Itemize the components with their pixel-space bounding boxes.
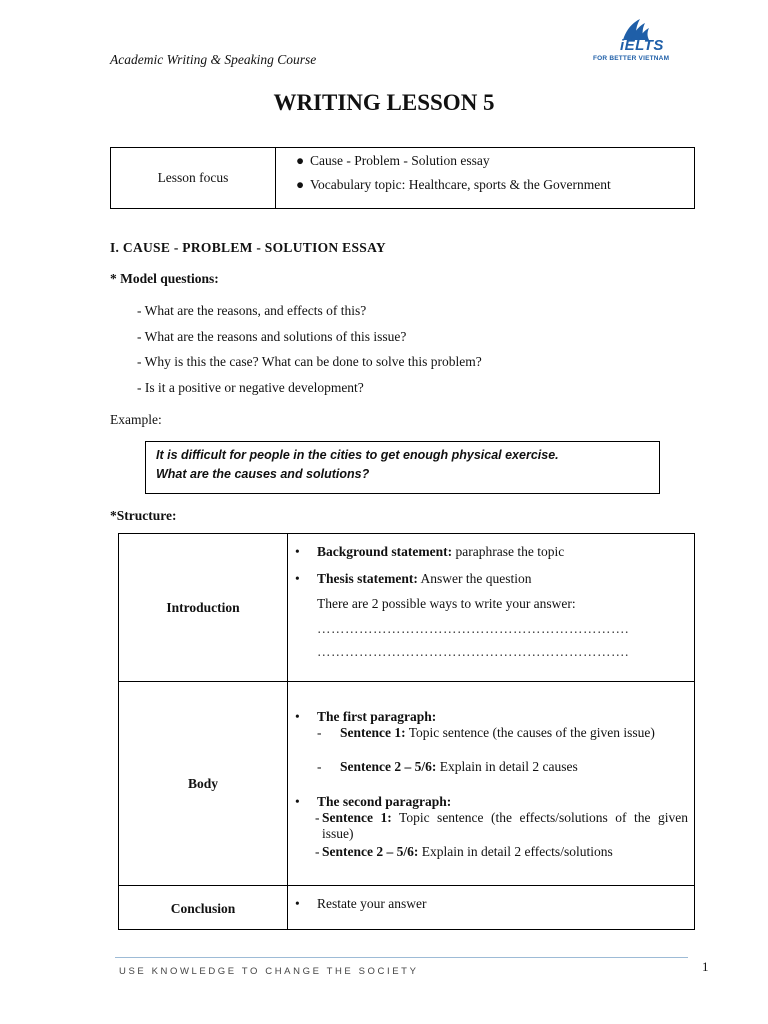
footer-slogan: USE KNOWLEDGE TO CHANGE THE SOCIETY bbox=[119, 966, 419, 977]
column-divider bbox=[287, 534, 288, 929]
section-heading: I. CAUSE - PROBLEM - SOLUTION ESSAY bbox=[110, 240, 386, 255]
structure-table bbox=[118, 533, 695, 930]
row-divider bbox=[119, 681, 694, 682]
lesson-focus-item: ● Cause - Problem - Solution essay bbox=[296, 153, 490, 168]
ielts-logo bbox=[590, 18, 685, 66]
lesson-focus-label: Lesson focus bbox=[111, 148, 276, 208]
example-box bbox=[145, 441, 660, 494]
course-name: Academic Writing & Speaking Course bbox=[110, 52, 317, 67]
logo-wordmark: iELTS bbox=[620, 37, 664, 54]
lesson-focus-item: ● Vocabulary topic: Healthcare, sports & the Government bbox=[296, 177, 611, 192]
second-paragraph-sentence-2: Sentence 2 – 5/6: Explain in detail 2 effects/solutions bbox=[322, 844, 613, 859]
model-question: - What are the reasons and solutions of this issue? bbox=[137, 329, 407, 344]
dash-marker: - bbox=[317, 725, 322, 740]
bullet-icon: ● bbox=[296, 177, 305, 192]
bullet-icon: • bbox=[295, 709, 300, 724]
bullet-icon: ● bbox=[296, 153, 305, 168]
conclusion-label: Conclusion bbox=[170, 901, 236, 916]
first-paragraph-item: • The first paragraph: bbox=[295, 709, 437, 724]
answer-line: …………………………………………………………. bbox=[317, 621, 629, 636]
structure-heading: *Structure: bbox=[110, 508, 177, 523]
bullet-icon: • bbox=[295, 896, 300, 911]
footer-divider bbox=[115, 957, 688, 958]
model-question: - Why is this the case? What can be done to solve this problem? bbox=[137, 354, 482, 369]
dash-marker: - bbox=[315, 844, 320, 859]
page-title: WRITING LESSON 5 bbox=[273, 90, 495, 115]
model-question: - What are the reasons, and effects of this? bbox=[137, 303, 367, 318]
model-questions-heading: * Model questions: bbox=[110, 271, 219, 286]
logo-tagline: FOR BETTER VIETNAM bbox=[593, 55, 670, 62]
bullet-icon: • bbox=[295, 544, 300, 559]
body-cell bbox=[295, 709, 688, 879]
page-number: 1 bbox=[702, 959, 709, 974]
background-statement-item: • Background statement: paraphrase the topic bbox=[295, 544, 565, 559]
answer-ways-text: There are 2 possible ways to write your answer: bbox=[317, 596, 576, 611]
answer-line: …………………………………………………………. bbox=[317, 644, 629, 659]
lesson-focus-items bbox=[276, 148, 694, 208]
bullet-icon: • bbox=[295, 794, 300, 809]
model-question: - Is it a positive or negative development? bbox=[137, 380, 364, 395]
lesson-focus-table bbox=[110, 147, 695, 209]
second-paragraph-sentence-1: Sentence 1: Topic sentence (the effects/solutions of the given issue) bbox=[322, 810, 689, 841]
first-paragraph-sentence-1: Sentence 1: Topic sentence (the causes of the given issue) bbox=[340, 725, 655, 740]
bullet-icon: • bbox=[295, 571, 300, 586]
dash-marker: - bbox=[315, 810, 320, 825]
second-paragraph-item: • The second paragraph: bbox=[295, 794, 452, 809]
thesis-statement-item: • Thesis statement: Answer the question bbox=[295, 571, 532, 586]
dash-marker: - bbox=[317, 759, 322, 774]
introduction-label: Introduction bbox=[166, 600, 240, 615]
first-paragraph-sentence-2: Sentence 2 – 5/6: Explain in detail 2 causes bbox=[340, 759, 578, 774]
conclusion-item: • Restate your answer bbox=[295, 896, 427, 911]
example-line: It is difficult for people in the cities to get enough physical exercise. bbox=[156, 448, 559, 462]
row-divider bbox=[119, 885, 694, 886]
body-label: Body bbox=[187, 776, 218, 791]
example-label: Example: bbox=[110, 412, 162, 427]
example-line: What are the causes and solutions? bbox=[156, 467, 370, 481]
